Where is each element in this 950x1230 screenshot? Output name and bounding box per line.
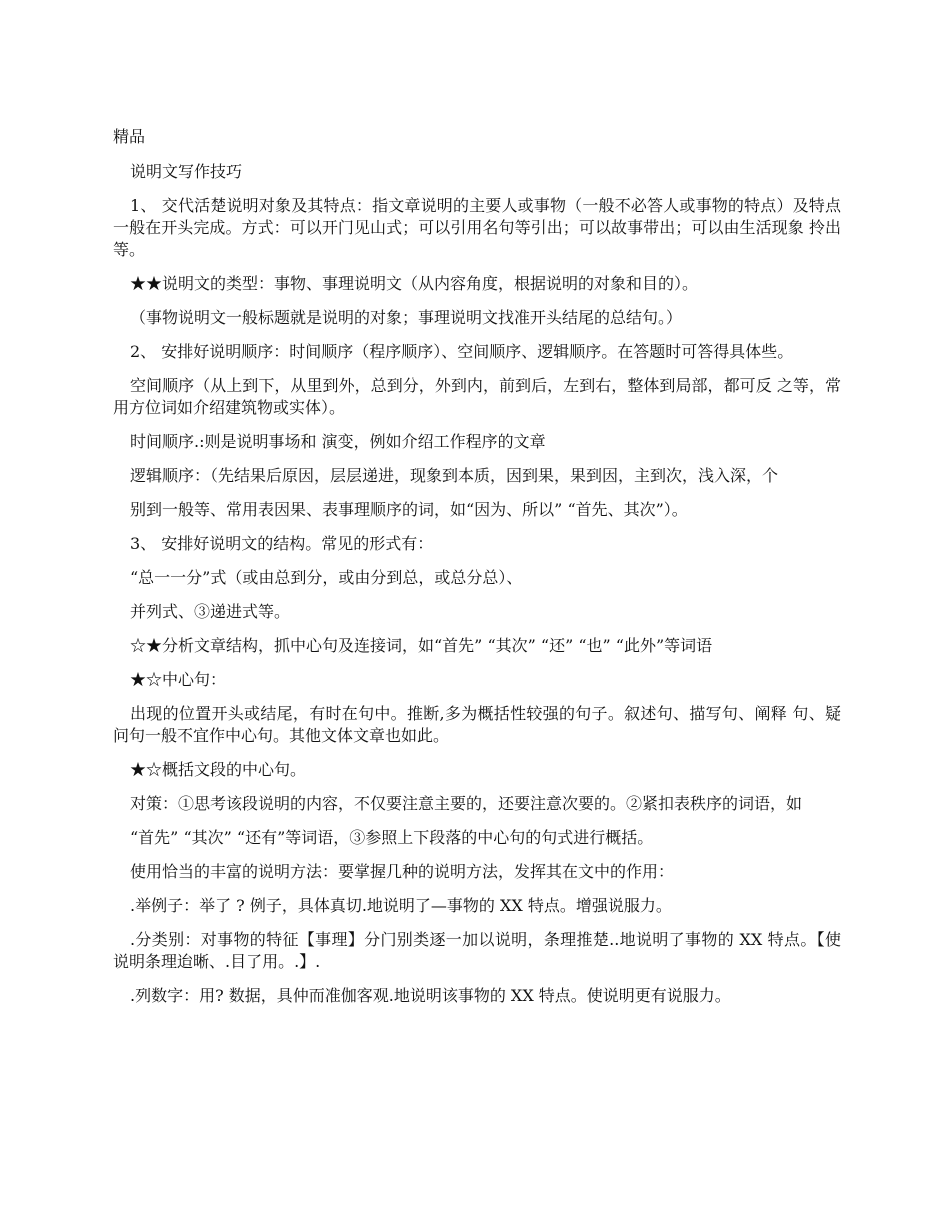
paragraph-20: .分类别：对事物的特征【事理】分门别类逐一加以说明，条理推楚..地说明了事物的 XX 特点。【使说明条理迨晰、.目了用。.】. xyxy=(113,930,841,971)
paragraph-21: .列数字：用? 数据，具仲而准伽客观.地说明该事物的 XX 特点。使说明更有说服力。 xyxy=(130,986,731,1005)
paragraph-8: 别到一般等、常用表因果、表事理顺序的词，如“因为、所以” “首先、其次”）。 xyxy=(130,500,688,519)
paragraph-19: .举例子：举了 ? 例子，具体真切.地说明了—事物的 XX 特点。增强说服力。 xyxy=(130,896,672,915)
section-title: 说明文写作技巧 xyxy=(130,162,243,181)
document-body xyxy=(113,161,841,1019)
paragraph-14: 出现的位置开头或结尾，有时在句中。推断,多为概括性较强的句子。叙述句、描写句、阐释 句、疑问句一般不宜作中心句。其他文体文章也如此。 xyxy=(113,704,841,745)
paragraph-9: 3、 安排好说明文的结构。常见的形式有： xyxy=(130,534,434,553)
page-header-label: 精品 xyxy=(113,127,146,146)
paragraph-12: ☆★分析文章结构，抓中心句及连接词，如“首先” “其次” “还” “也” “此外”等词语 xyxy=(130,636,713,655)
paragraph-11: 并列式、③递进式等。 xyxy=(130,602,291,621)
paragraph-16: 对策：①思考该段说明的内容，不仅要注意主要的，还要注意次要的。②紧扣表秩序的词语，如 xyxy=(130,794,803,813)
paragraph-17: “首先” “其次” “还有”等词语，③参照上下段落的中心句的句式进行概括。 xyxy=(130,828,654,847)
paragraph-5: 空间顺序（从上到下，从里到外，总到分，外到内，前到后，左到右，整体到局部，都可反 之等，常用方位词如介绍建筑物或实体）。 xyxy=(113,376,841,417)
paragraph-15: ★☆概括文段的中心句。 xyxy=(130,760,307,779)
paragraph-2: ★★说明文的类型：事物、事理说明文（从内容角度，根据说明的对象和目的）。 xyxy=(130,274,699,293)
paragraph-10: “总一一分”式（或由总到分，或由分到总，或总分总）、 xyxy=(130,568,523,587)
paragraph-3: （事物说明文一般标题就是说明的对象；事理说明文找准开头结尾的总结句。） xyxy=(130,308,683,327)
paragraph-18: 使用恰当的丰富的说明方法：要掌握几种的说明方法，发挥其在文中的作用： xyxy=(130,862,675,881)
paragraph-13: ★☆中心句： xyxy=(130,670,227,689)
paragraph-4: 2、 安排好说明顺序：时间顺序（程序顺序）、空间顺序、逻辑顺序。在答题时可答得具体些。 xyxy=(130,342,794,361)
paragraph-6: 时间顺序.:则是说明事场和 演变，例如介绍工作程序的文章 xyxy=(130,432,546,451)
paragraph-1: 1、 交代活楚说明对象及其特点：指文章说明的主要人或事物（一般不必答人或事物的特点）及特点 一般在开头完成。方式：可以开门见山式；可以引用名句等引出；可以故事带出；可以由生活现象 拎出等。 xyxy=(113,196,841,259)
paragraph-7: 逻辑顺序：（先结果后原因，层层递进，现象到本质，因到果，果到因，主到次，浅入深，个 xyxy=(130,466,779,485)
